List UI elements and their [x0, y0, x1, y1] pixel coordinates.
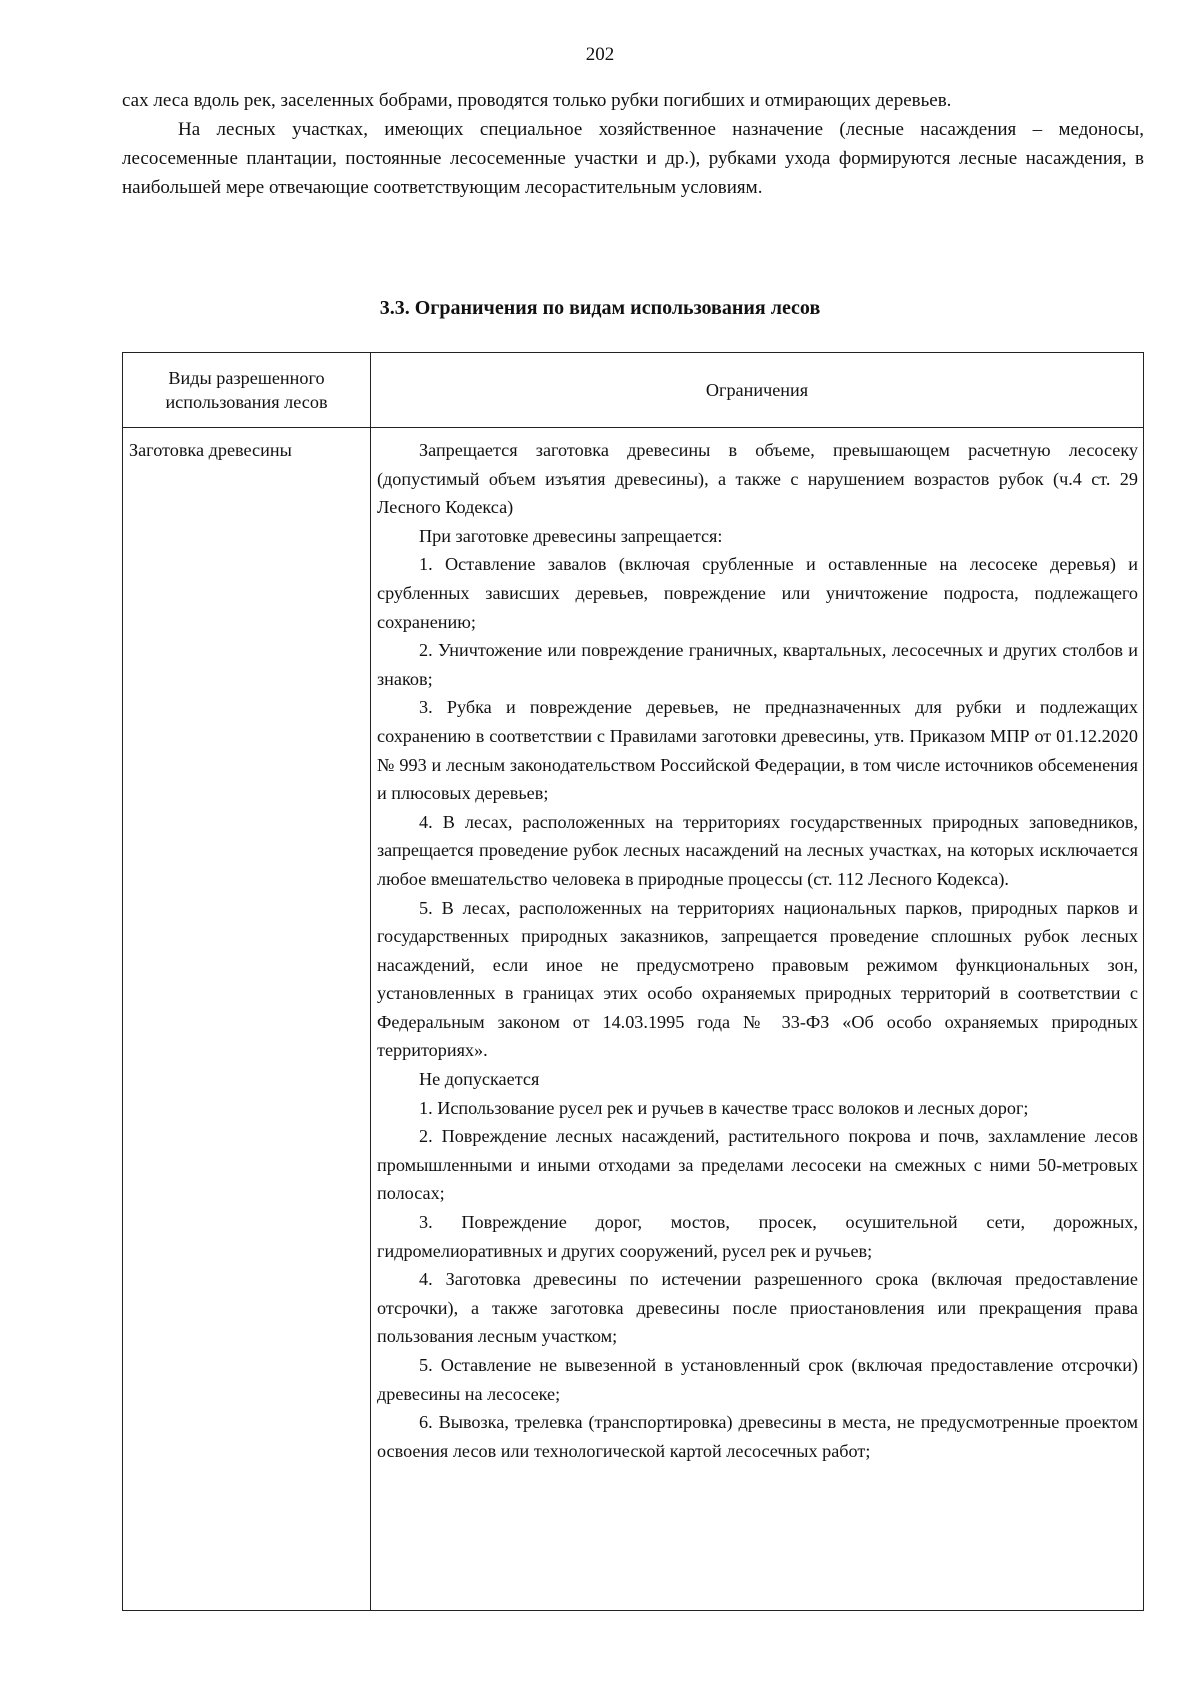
section-title: 3.3. Ограничения по видам использования лесов [379, 297, 821, 319]
restriction-item: 3. Повреждение дорог, мостов, просек, осушительной сети, дорожных, гидромелиоративных и других сооружений, русел рек и ручьев; [377, 1212, 1138, 1261]
page-number: 202 [585, 44, 615, 65]
intro-paragraph: На лесных участках, имеющих специальное хозяйственное назначение (лесные насаждения – медоносы, лесосеменные плантации, постоянные лесосеменные участки и др.), рубками ухода формируются лесные насаждения, в наибольшей мере отвечающие соответствующим лесорастительным условиям. [122, 119, 1144, 198]
restrictions-cell [371, 428, 1144, 1611]
header-forest-use-types: Виды разрешенного использования лесов [123, 353, 371, 428]
restriction-paragraph: При заготовке древесины запрещается: [419, 525, 723, 546]
restriction-item: 4. В лесах, расположенных на территориях государственных природных заповедников, запрещается проведение рубок лесных насаждений на лесных участках, на которых исключается любое вмешательство человека в природные процессы (ст. 112 Лесного Кодекса). [377, 811, 1138, 889]
restriction-item: 1. Оставление завалов (включая срубленные и оставленные на лесосеке деревья) и срубленных зависших деревьев, повреждение или уничтожение подроста, подлежащего сохранению; [377, 554, 1138, 632]
restriction-paragraph: Запрещается заготовка древесины в объеме, превышающем расчетную лесосеку (допустимый объем изъятия древесины), а также с нарушением возрастов рубок (ч.4 ст. 29 Лесного Кодекса) [377, 440, 1138, 518]
restriction-item: 1. Использование русел рек и ручьев в качестве трасс волоков и лесных дорог; [419, 1097, 1029, 1118]
header-restrictions: Ограничения [371, 353, 1144, 428]
restriction-paragraph: Не допускается [419, 1069, 540, 1090]
restriction-item: 3. Рубка и повреждение деревьев, не предназначенных для рубки и подлежащих сохранению в соответствии с Правилами заготовки древесины, утв. Приказом МПР от 01.12.2020 № 993 и лесным законодательством Российской Федерации, в том числе источников обсеменения и плюсовых деревьев; [377, 697, 1138, 804]
forest-use-cell: Заготовка древесины [123, 428, 371, 1611]
restriction-item: 2. Повреждение лесных насаждений, растительного покрова и почв, захламление лесов промышленными и иными отходами за пределами лесосеки на смежных с ними 50-метровых полосах; [377, 1126, 1138, 1204]
intro-text [122, 86, 1144, 202]
restriction-item: 5. В лесах, расположенных на территориях национальных парков, природных парков и государственных природных заказников, запрещается проведение сплошных рубок лесных насаждений, если иное не предусмотрено правовым режимом функциональных зон, установленных в границах этих особо охраняемых природных территорий в соответствии с Федеральным законом от 14.03.1995 года № 33-ФЗ «Об особо охраняемых природных территориях». [377, 897, 1138, 1061]
table-header-row [123, 353, 1144, 428]
restriction-item: 6. Вывозка, трелевка (транспортировка) древесины в места, не предусмотренные проектом освоения лесов или технологической картой лесосечных работ; [377, 1412, 1138, 1461]
intro-paragraph: сах леса вдоль рек, заселенных бобрами, проводятся только рубки погибших и отмирающих деревьев. [122, 90, 952, 111]
restriction-item: 4. Заготовка древесины по истечении разрешенного срока (включая предоставление отсрочки), а также заготовка древесины после приостановления или прекращения права пользования лесным участком; [377, 1269, 1138, 1347]
restrictions-table [122, 352, 1144, 1611]
table-row [123, 428, 1144, 1611]
restriction-item: 5. Оставление не вывезенной в установленный срок (включая предоставление отсрочки) древесины на лесосеке; [377, 1355, 1138, 1404]
restriction-item: 2. Уничтожение или повреждение граничных, квартальных, лесосечных и других столбов и знаков; [377, 640, 1138, 689]
